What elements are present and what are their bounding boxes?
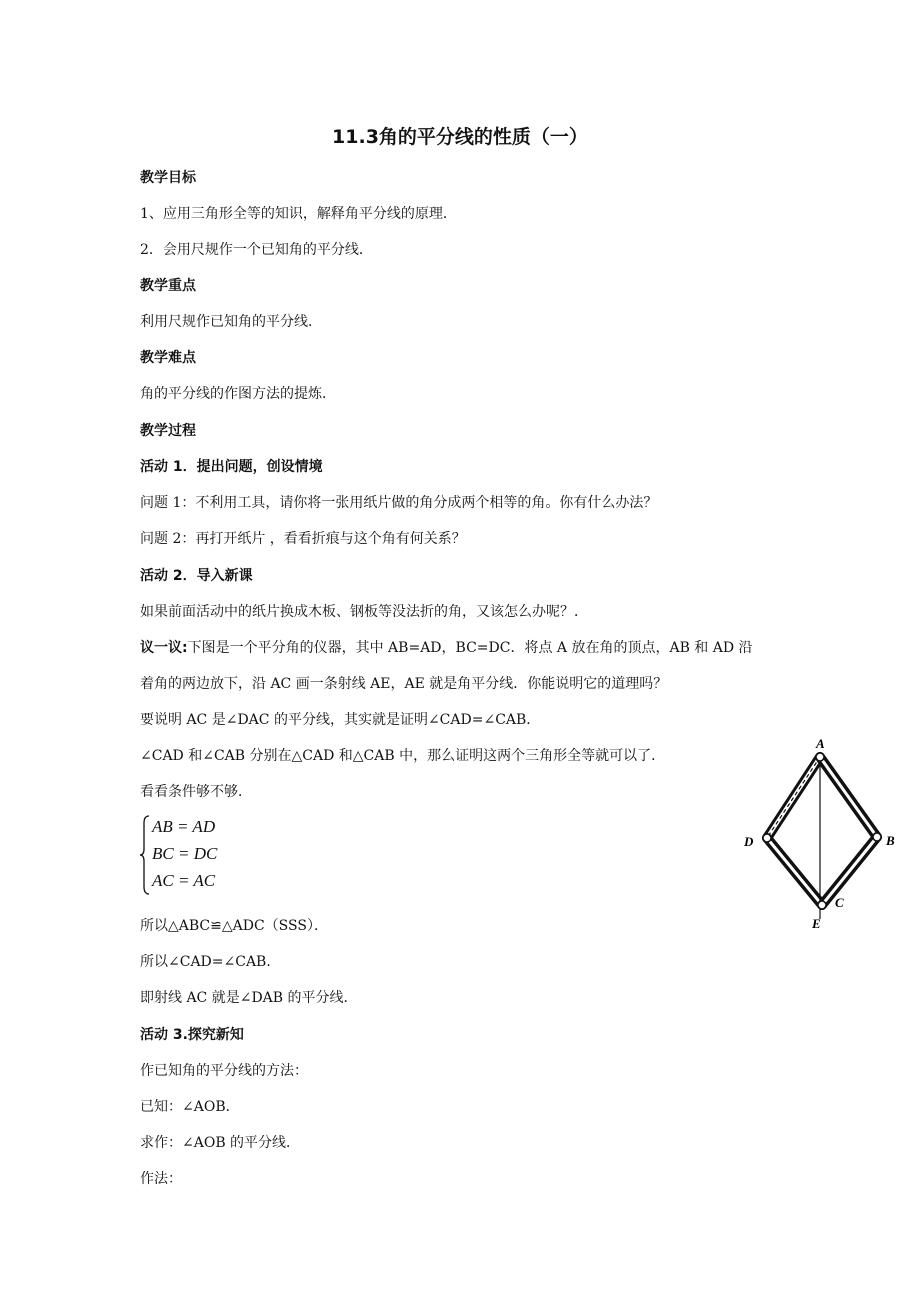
difficulty-heading: 教学难点 bbox=[140, 350, 196, 366]
label-c: C bbox=[835, 895, 844, 910]
question-1: 问题 1：不利用工具，请你将一张用纸片做的角分成两个相等的角。你有什么办法？ bbox=[140, 495, 658, 511]
explain-1: 要说明 AC 是∠DAC 的平分线，其实就是证明∠CAD=∠CAB． bbox=[140, 712, 541, 728]
instrument-bars bbox=[767, 757, 877, 905]
key-heading: 教学重点 bbox=[140, 278, 196, 294]
process-heading: 教学过程 bbox=[140, 423, 196, 439]
label-a: A bbox=[816, 736, 825, 751]
conclusion-1: 所以△ABC≌△ADC（SSS）． bbox=[140, 918, 328, 934]
activity-2-heading: 活动 2．导入新课 bbox=[140, 568, 253, 584]
left-brace bbox=[140, 815, 150, 895]
equation-2: BC = DC bbox=[152, 844, 218, 863]
activity-1-heading: 活动 1．提出问题，创设情境 bbox=[140, 459, 323, 475]
discuss-label: 议一议: bbox=[140, 640, 188, 656]
goal-2: 2．会用尺规作一个已知角的平分线． bbox=[140, 242, 373, 258]
activity-3-heading: 活动 3.探究新知 bbox=[140, 1027, 244, 1043]
find-text: 求作：∠AOB 的平分线． bbox=[140, 1135, 301, 1151]
equation-1: AB = AD bbox=[152, 817, 216, 836]
conclusion-3: 即射线 AC 就是∠DAB 的平分线． bbox=[140, 990, 358, 1006]
equation-system bbox=[140, 815, 250, 897]
key-text: 利用尺规作已知角的平分线． bbox=[140, 314, 322, 330]
method-text: 作已知角的平分线的方法： bbox=[140, 1063, 308, 1079]
angle-bisector-instrument-figure bbox=[740, 735, 905, 930]
equation-3: AC = AC bbox=[152, 871, 216, 890]
conclusion-2: 所以∠CAD=∠CAB． bbox=[140, 954, 281, 970]
label-d: D bbox=[744, 834, 754, 849]
steps-text: 作法： bbox=[140, 1171, 182, 1187]
goals-heading: 教学目标 bbox=[140, 170, 196, 186]
difficulty-text: 角的平分线的作图方法的提炼． bbox=[140, 386, 336, 402]
discuss-line-1 bbox=[140, 638, 753, 658]
explain-3: 看看条件够不够． bbox=[140, 784, 252, 800]
page-title: 11.3角的平分线的性质（一） bbox=[332, 126, 588, 148]
intro-text: 如果前面活动中的纸片换成木板、钢板等没法折的角，又该怎么办呢？． bbox=[140, 604, 588, 620]
goal-1: 1、应用三角形全等的知识，解释角平分线的原理． bbox=[140, 206, 457, 222]
label-e: E bbox=[812, 916, 821, 930]
discuss-text-1: 下图是一个平分角的仪器，其中 AB=AD，BC=DC．将点 A 放在角的顶点，AB 和 AD 沿 bbox=[187, 640, 753, 656]
explain-2: ∠CAD 和∠CAB 分别在△CAD 和△CAB 中，那么证明这两个三角形全等就可以了． bbox=[140, 748, 666, 764]
label-b: B bbox=[886, 833, 895, 848]
discuss-line-2: 着角的两边放下，沿 AC 画一条射线 AE，AE 就是角平分线．你能说明它的道理吗？ bbox=[140, 676, 668, 692]
given-text: 已知：∠AOB． bbox=[140, 1099, 240, 1115]
question-2: 问题 2：再打开纸片 ，看看折痕与这个角有何关系？ bbox=[140, 531, 466, 547]
